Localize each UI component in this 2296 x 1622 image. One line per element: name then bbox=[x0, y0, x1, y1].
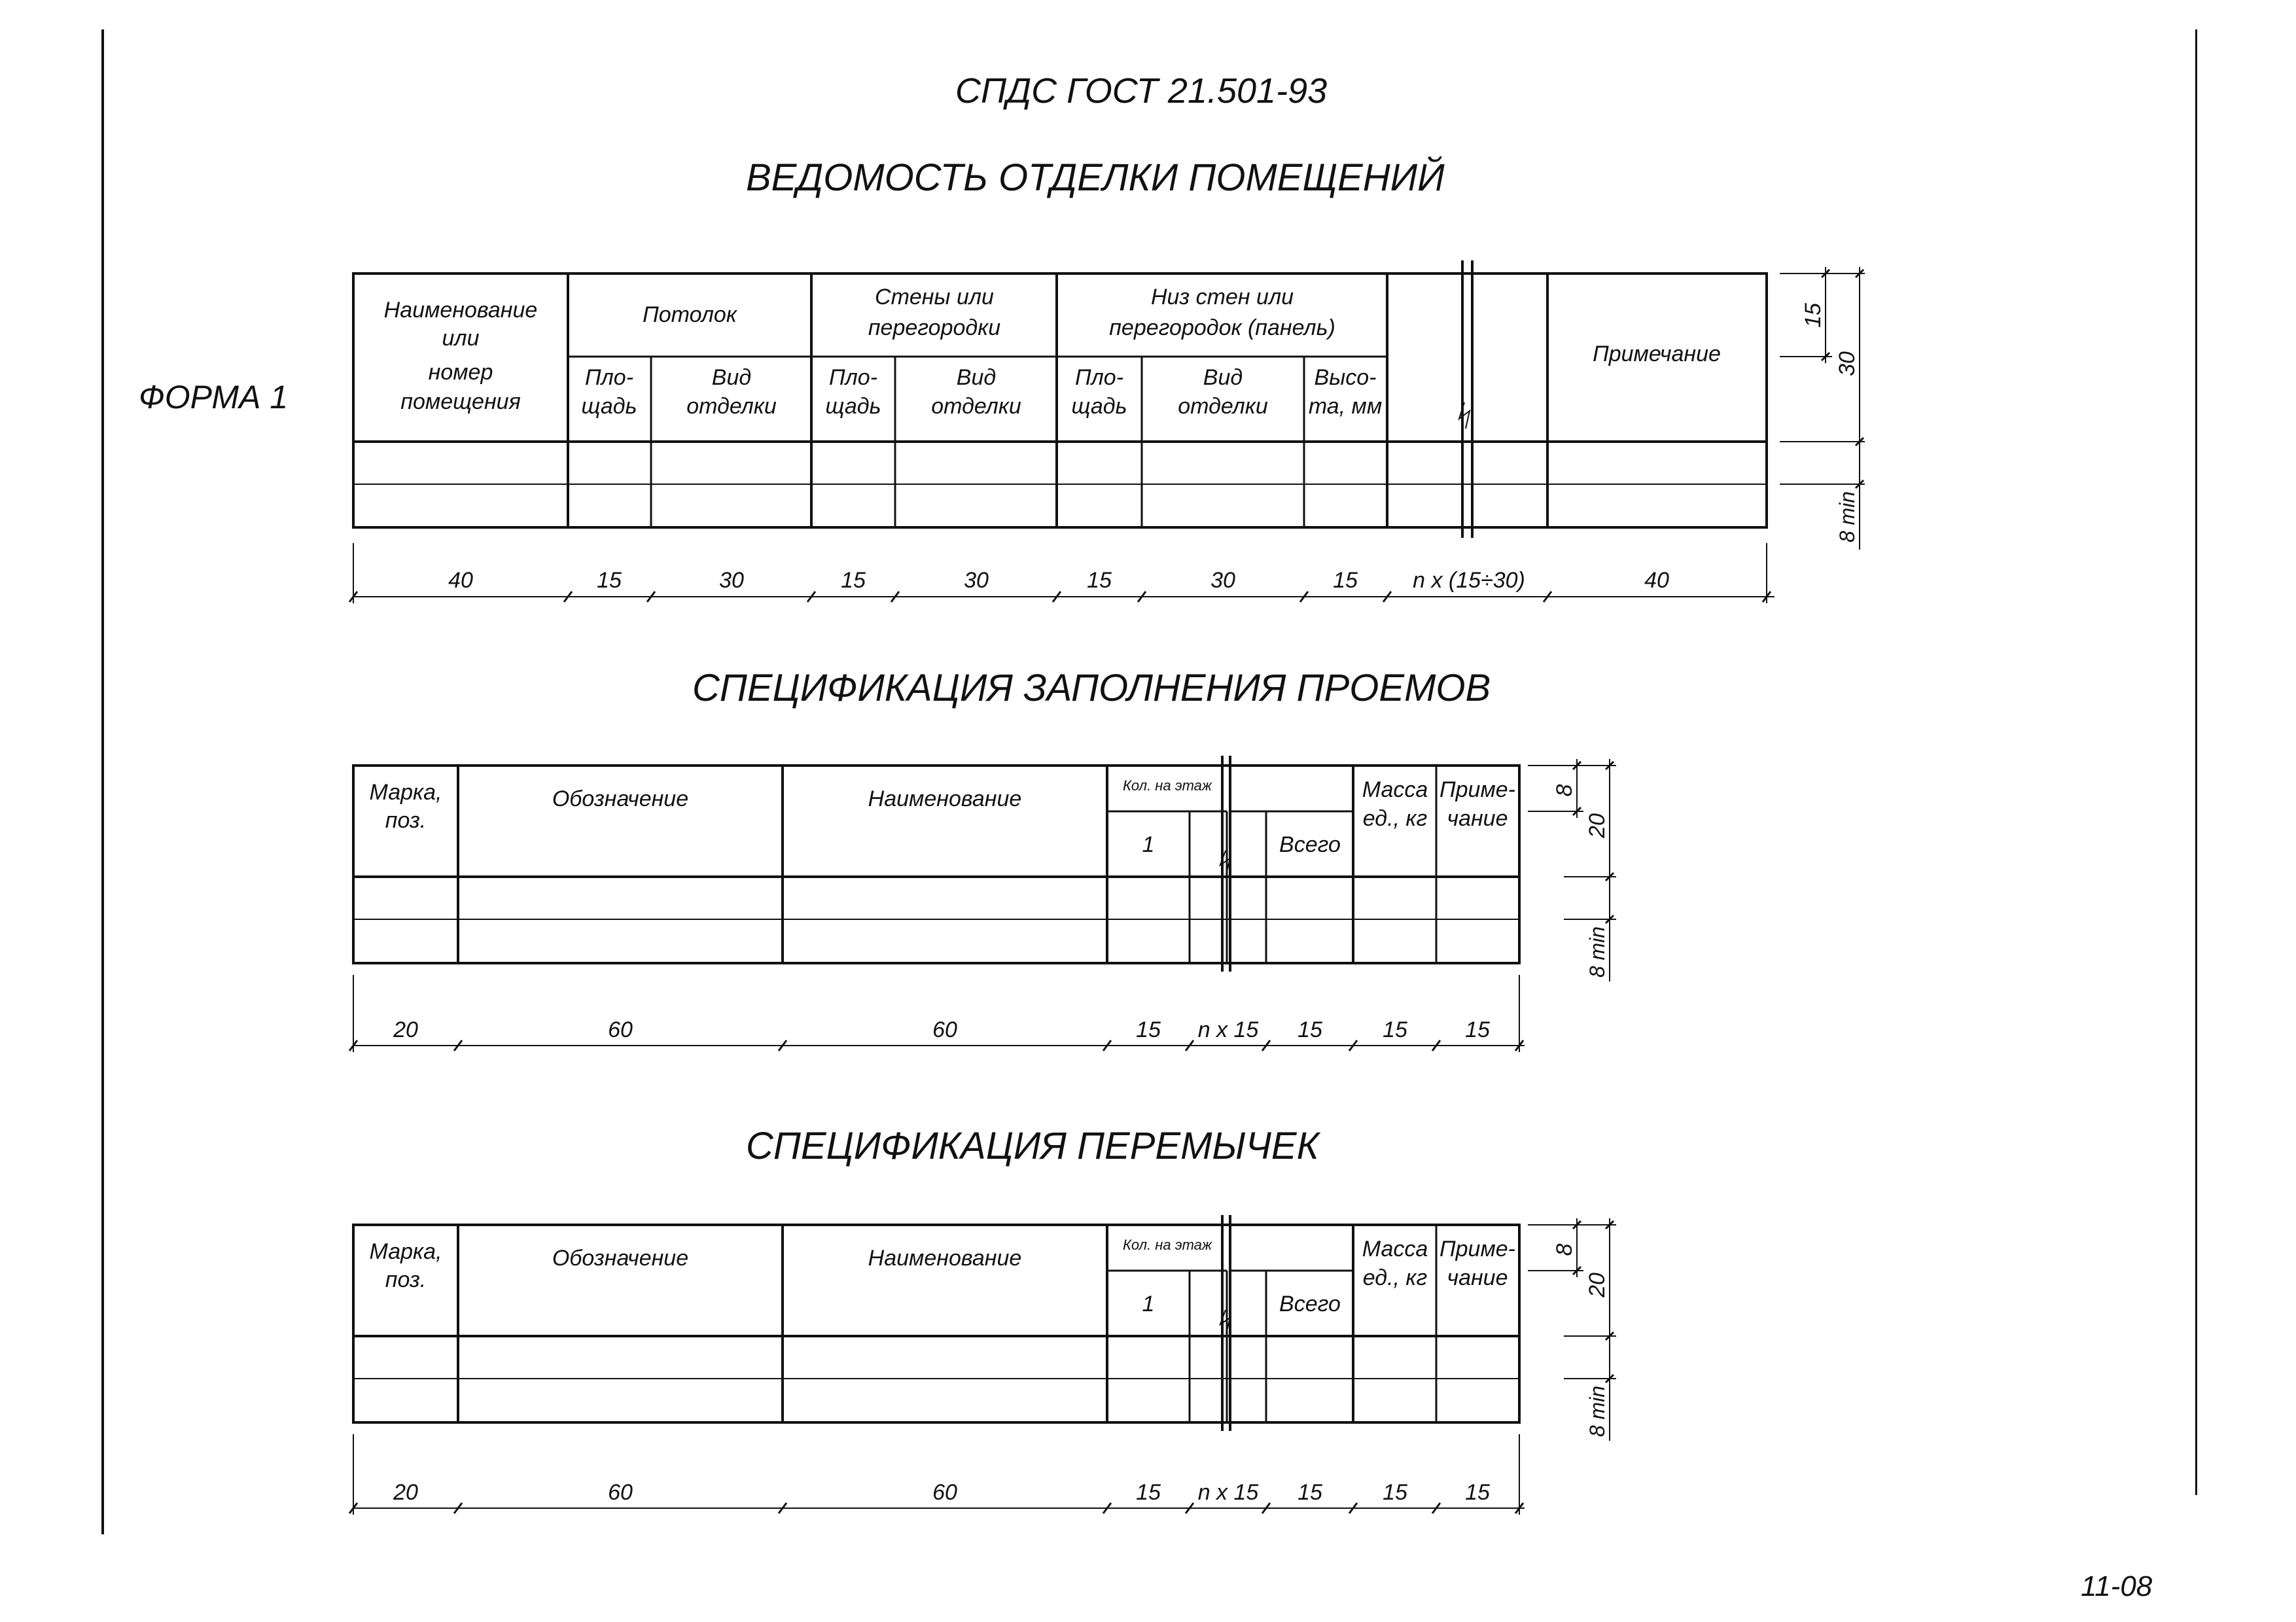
t2-dim-4: 15 bbox=[1136, 1017, 1161, 1042]
table2-header bbox=[370, 777, 1515, 857]
t3-mark-l2: поз. bbox=[385, 1267, 427, 1292]
t1-dim-8: 15 bbox=[1333, 568, 1358, 593]
t2-vdim-20: 20 bbox=[1585, 813, 1610, 838]
t3-note-l2: чание bbox=[1447, 1265, 1508, 1290]
t3-floor-num: 1 bbox=[1142, 1292, 1155, 1316]
t1-area2-l1: Пло- bbox=[828, 365, 878, 390]
t1-finish1-l2: отделки bbox=[686, 394, 777, 419]
t2-note-l1: Приме- bbox=[1439, 777, 1515, 802]
t3-vdim-20: 20 bbox=[1585, 1273, 1610, 1297]
t1-area3-l2: щадь bbox=[1071, 394, 1127, 419]
t1-height-l1: Высо- bbox=[1314, 365, 1377, 390]
t1-walls-l2: перегородки bbox=[868, 315, 1001, 340]
t1-name-l1: Наименование bbox=[383, 298, 538, 323]
t1-vdim-15: 15 bbox=[1801, 303, 1826, 328]
t3-note-l1: Приме- bbox=[1439, 1237, 1515, 1261]
standard-title: СПДС ГОСТ 21.501-93 bbox=[955, 71, 1328, 111]
t2-mark-l1: Марка, bbox=[369, 780, 442, 805]
t1-dim-3: 30 bbox=[719, 568, 744, 593]
t2-dim-5: n x 15 bbox=[1197, 1017, 1259, 1042]
t1-name-l3: номер bbox=[428, 360, 493, 385]
t2-dim-1: 20 bbox=[393, 1017, 418, 1042]
t1-dim-1: 40 bbox=[448, 568, 473, 593]
t2-qty-floor: Кол. на этаж bbox=[1122, 777, 1212, 794]
table1-header bbox=[384, 285, 1721, 419]
t1-ceiling: Потолок bbox=[643, 302, 737, 327]
t1-finish3-l1: Вид bbox=[1203, 365, 1243, 390]
t1-dim-6: 15 bbox=[1087, 568, 1112, 593]
t2-floor-num: 1 bbox=[1142, 832, 1155, 857]
t2-dim-7: 15 bbox=[1383, 1017, 1407, 1042]
t3-vdim-8: 8 bbox=[1552, 1243, 1577, 1256]
t3-qty-floor: Кол. на этаж bbox=[1122, 1237, 1212, 1253]
t1-note: Примечание bbox=[1593, 342, 1721, 366]
t2-dim-2: 60 bbox=[608, 1017, 633, 1042]
t3-name: Наименование bbox=[868, 1246, 1022, 1271]
t3-dim-4: 15 bbox=[1136, 1480, 1161, 1505]
t2-mark-l2: поз. bbox=[385, 808, 427, 833]
table1-title: ВЕДОМОСТЬ ОТДЕЛКИ ПОМЕЩЕНИЙ bbox=[746, 156, 1445, 199]
t3-dim-2: 60 bbox=[608, 1480, 633, 1505]
table1-grid bbox=[353, 260, 1865, 603]
page-code: 11-08 bbox=[2081, 1570, 2153, 1602]
t3-dim-3: 60 bbox=[932, 1480, 957, 1505]
t2-dim-3: 60 bbox=[932, 1017, 957, 1042]
t1-area1-l1: Пло- bbox=[584, 365, 634, 390]
t1-finish1-l1: Вид bbox=[711, 365, 752, 390]
t2-dim-6: 15 bbox=[1298, 1017, 1322, 1042]
t3-mass-l2: ед., кг bbox=[1362, 1265, 1428, 1290]
t1-name-l4: помещения bbox=[400, 389, 521, 414]
t2-mass-l1: Масса bbox=[1362, 777, 1428, 802]
t1-dim-2: 15 bbox=[597, 568, 622, 593]
t1-dim-5: 30 bbox=[964, 568, 989, 593]
table3-header bbox=[370, 1237, 1515, 1316]
t1-lower-l2: перегородок (панель) bbox=[1109, 315, 1335, 340]
t3-mark-l1: Марка, bbox=[369, 1239, 442, 1264]
t2-mass-l2: ед., кг bbox=[1362, 806, 1428, 831]
t1-walls-l1: Стены или bbox=[875, 285, 994, 309]
t3-total: Всего bbox=[1279, 1292, 1341, 1316]
t1-dim-10: 40 bbox=[1644, 568, 1669, 593]
t1-dim-9: n x (15÷30) bbox=[1413, 568, 1525, 593]
t1-dim-7: 30 bbox=[1210, 568, 1235, 593]
t2-vdim-8min: 8 min bbox=[1585, 926, 1609, 978]
t1-finish2-l2: отделки bbox=[931, 394, 1021, 419]
t3-dim-7: 15 bbox=[1383, 1480, 1407, 1505]
t3-dim-8: 15 bbox=[1465, 1480, 1490, 1505]
t3-mass-l1: Масса bbox=[1362, 1237, 1428, 1261]
table1-dim-ticks bbox=[349, 270, 1863, 602]
t1-vdim-8min: 8 min bbox=[1835, 491, 1859, 543]
t2-dim-8: 15 bbox=[1465, 1017, 1490, 1042]
t1-vdim-30: 30 bbox=[1835, 351, 1860, 376]
t3-dim-6: 15 bbox=[1298, 1480, 1322, 1505]
t1-area3-l1: Пло- bbox=[1074, 365, 1124, 390]
t1-lower-l1: Низ стен или bbox=[1150, 285, 1294, 309]
t2-vdim-8: 8 bbox=[1552, 784, 1577, 797]
t3-dim-5: n x 15 bbox=[1197, 1480, 1259, 1505]
t1-dim-4: 15 bbox=[841, 568, 866, 593]
form-label: ФОРМА 1 bbox=[139, 379, 289, 415]
t2-note-l2: чание bbox=[1447, 806, 1508, 831]
t2-total: Всего bbox=[1279, 832, 1341, 857]
t1-area1-l2: щадь bbox=[581, 394, 637, 419]
t3-designation: Обозначение bbox=[552, 1246, 689, 1271]
t1-name-l2: или bbox=[442, 326, 480, 351]
t1-finish2-l1: Вид bbox=[956, 365, 997, 390]
t1-finish3-l2: отделки bbox=[1178, 394, 1268, 419]
t1-height-l2: та, мм bbox=[1308, 394, 1383, 419]
t2-designation: Обозначение bbox=[552, 786, 689, 811]
t1-area2-l2: щадь bbox=[825, 394, 881, 419]
table2-title: СПЕЦИФИКАЦИЯ ЗАПОЛНЕНИЯ ПРОЕМОВ bbox=[692, 667, 1491, 709]
t3-dim-1: 20 bbox=[393, 1480, 418, 1505]
t3-vdim-8min: 8 min bbox=[1585, 1385, 1609, 1437]
t2-name: Наименование bbox=[868, 786, 1022, 811]
table3-title: СПЕЦИФИКАЦИЯ ПЕРЕМЫЧЕК bbox=[746, 1125, 1319, 1167]
